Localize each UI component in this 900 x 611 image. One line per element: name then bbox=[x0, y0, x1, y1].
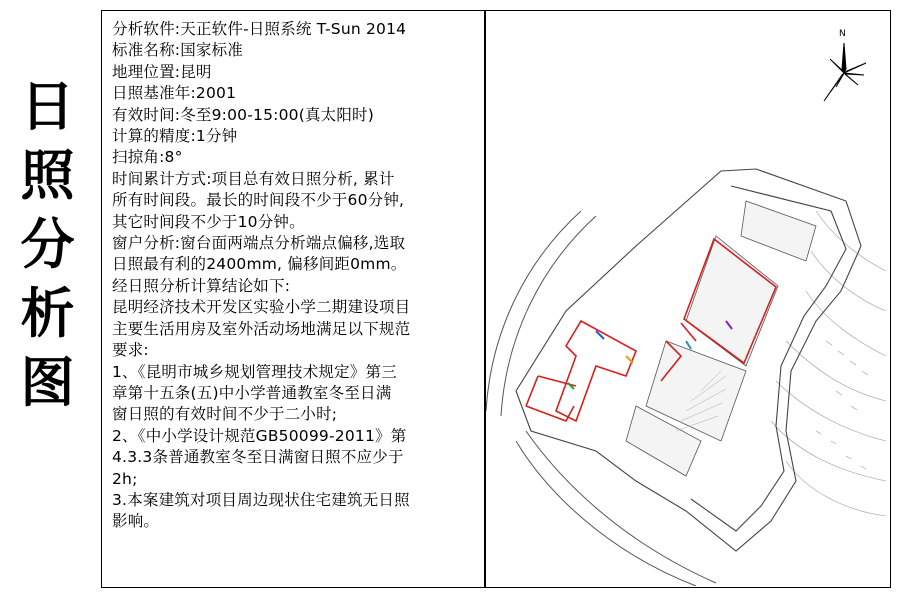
buildings bbox=[626, 201, 816, 476]
report-line: 3.本案建筑对项目周边现状住宅建筑无日照 bbox=[112, 490, 410, 509]
report-line: 2h; bbox=[112, 469, 138, 488]
report-line: 昆明经济技术开发区实验小学二期建设项目 bbox=[112, 298, 411, 317]
report-line: 要求: bbox=[112, 341, 149, 360]
report-line: 日照基准年:2001 bbox=[112, 84, 237, 103]
report-line: 标准名称:国家标准 bbox=[112, 41, 244, 60]
report-line: 窗户分析:窗台面两端点分析端点偏移,选取 bbox=[112, 234, 406, 253]
report-line: 1、《昆明市城乡规划管理技术规定》第三 bbox=[112, 362, 397, 381]
report-line: 时间累计方式:项目总有效日照分析, 累计 bbox=[112, 169, 395, 188]
report-line: 扫掠角:8° bbox=[112, 148, 183, 167]
report-line: 4.3.3条普通教室冬至日满窗日照不应少于 bbox=[112, 448, 404, 467]
side-title-char: 图 bbox=[20, 351, 75, 414]
report-line: 所有时间段。最长的时间段不少于60分钟, bbox=[112, 191, 405, 210]
north-arrow bbox=[814, 29, 874, 109]
report-line: 有效时间:冬至9:00-15:00(真太阳时) bbox=[112, 105, 374, 124]
report-line: 日照最有利的2400mm, 偏移间距0mm。 bbox=[112, 255, 407, 274]
analysis-text-panel bbox=[112, 19, 480, 533]
report-frame bbox=[101, 10, 891, 588]
side-title-char: 析 bbox=[20, 282, 75, 345]
side-title-char: 照 bbox=[20, 144, 75, 207]
report-line: 影响。 bbox=[112, 512, 160, 531]
side-title bbox=[0, 75, 95, 414]
report-line: 地理位置:昆明 bbox=[112, 62, 212, 81]
report-line: 窗日照的有效时间不少于二小时; bbox=[112, 405, 338, 424]
compass-icon bbox=[814, 29, 874, 109]
side-title-char: 分 bbox=[20, 213, 75, 276]
report-line: 章第十五条(五)中小学普通教室冬至日满 bbox=[112, 383, 392, 402]
side-title-char: 日 bbox=[20, 75, 75, 138]
report-line: 其它时间段不少于10分钟。 bbox=[112, 212, 305, 231]
report-line: 主要生活用房及室外活动场地满足以下规范 bbox=[112, 319, 411, 338]
report-line: 2、《中小学设计规范GB50099-2011》第 bbox=[112, 426, 407, 445]
report-line: 经日照分析计算结论如下: bbox=[112, 276, 291, 295]
north-label: N bbox=[839, 29, 846, 39]
report-line: 分析软件:天正软件-日照系统 T-Sun 2014 bbox=[112, 20, 407, 38]
terrain-contours bbox=[771, 211, 886, 516]
report-line: 计算的精度:1分钟 bbox=[112, 127, 238, 146]
